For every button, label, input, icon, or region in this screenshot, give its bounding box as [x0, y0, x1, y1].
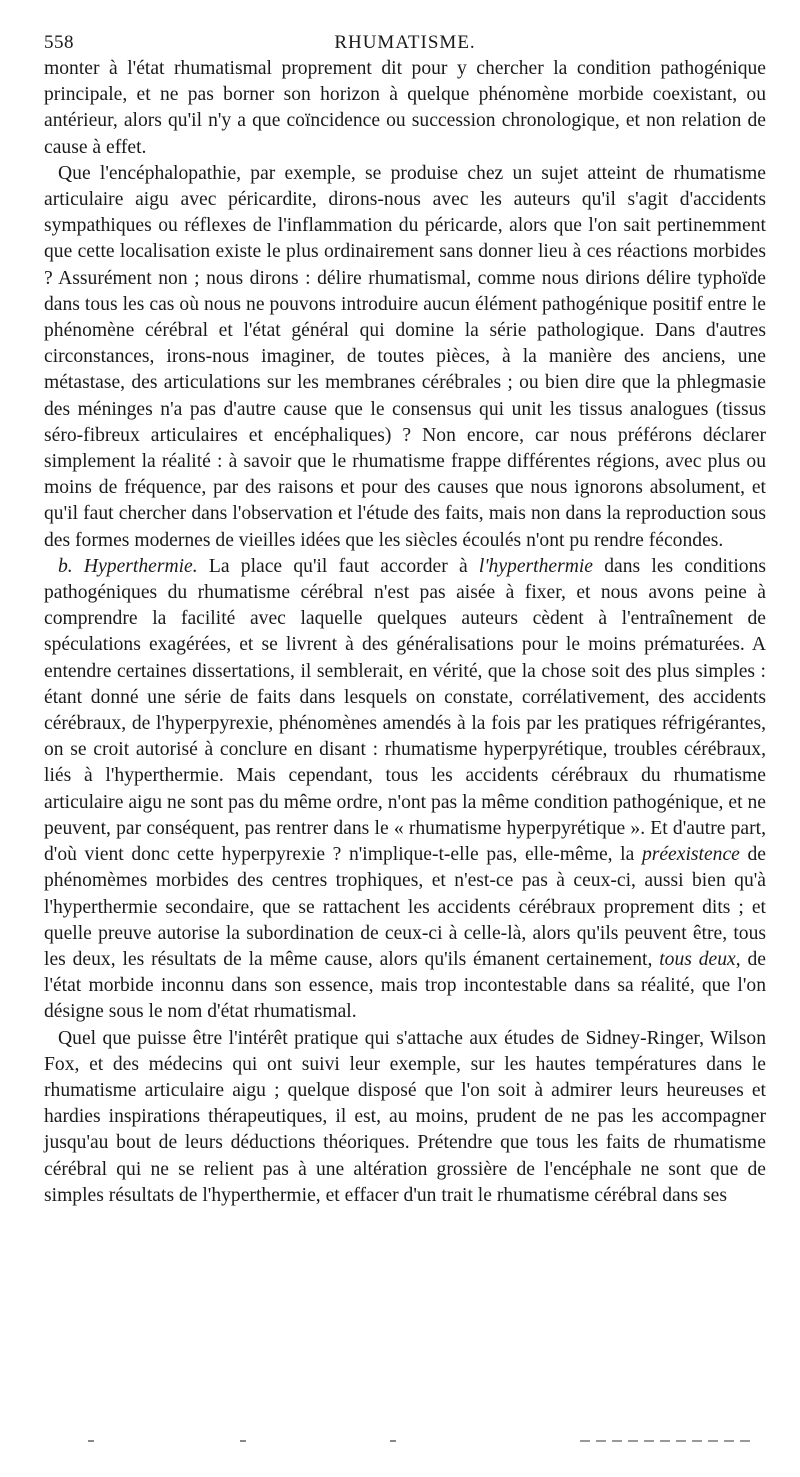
running-title: RHUMATISME.	[334, 32, 476, 53]
emphasis-term: tous deux	[659, 948, 736, 970]
print-mark	[240, 1440, 246, 1442]
paragraph-text: de phénomèmes morbides des centres trophiques, et n'est-ce pas à ceux-ci, aussi bien qu'à l'hyperthermie secondaire, que se rattachent les accidents cérébraux proprement dits ; et quelle preuve autorise la subordination de ceux-ci à celle-là, alors qu'ils peuvent être, tous les deux, les résultats de la même cause, alors qu'ils émanent certainement,	[44, 844, 766, 970]
print-mark	[88, 1440, 94, 1442]
paragraph-text: , de l'état morbide inconnu dans son essence, mais trop incontestable dans sa réalité, que l'on désigne sous le nom d'état rhumatismal.	[44, 948, 766, 1023]
print-mark	[580, 1440, 750, 1442]
emphasis-term: l'hyperthermie	[478, 555, 593, 577]
paragraph-text: La place qu'il faut accorder à	[197, 555, 479, 577]
body-text	[44, 56, 766, 1209]
page-number: 558	[44, 32, 74, 53]
emphasis-term: préexistence	[641, 844, 740, 866]
bottom-print-marks	[60, 1438, 750, 1444]
paragraph-text: dans les conditions pathogéniques du rhumatisme cérébral n'est pas aisée à fixer, et nous avons peine à comprendre la facilité avec laquelle quelques auteurs cèdent à l'entraînement de spéculations exagérées, et se livrent à des généralisations pour le moins prématurées. A entendre certaines dissertations, il semblerait, en vérité, que la chose soit des plus simples : étant donné une série de faits dans lesquels on constate, corrélativement, des accidents cérébraux, de l'hyperpyrexie, phénomènes amendés à la fois par les pratiques réfrigérantes, on se croit autorisé à conclure en disant : rhumatisme hyperpyrétique, troubles cérébraux, liés à l'hyperthermie. Mais cependant, tous les accidents cérébraux du rhumatisme articulaire aigu ne sont pas du même ordre, n'ont pas la même condition pathogénique, et ne peuvent, par conséquent, pas rentrer dans le « rhumatisme hyperpyrétique ». Et d'autre part, d'où vient donc cette hyperpyrexie ? n'implique-t-elle pas, elle-même, la	[44, 555, 767, 866]
book-page	[44, 30, 766, 1209]
section-label: b. Hyperthermie.	[58, 555, 198, 577]
paragraph-encephalopathie: Que l'encéphalopathie, par exemple, se produise chez un sujet atteint de rhumatisme articulaire aigu avec péricardite, dirons-nous avec les auteurs qu'il s'agit d'accidents sympathiques ou réflexes de l'inflammation du péricarde, alors que l'on sait pertinemment que cette localisation existe le plus ordinairement sans donner lieu à ces réactions morbides ? Assurément non ; nous dirons : délire rhumatismal, comme nous dirions délire typhoïde dans tous les cas où nous ne pouvons introduire aucun élément pathogénique positif entre le phénomène cérébral et l'état général qui domine la série pathologique. Dans d'autres circonstances, irons-nous imaginer, de toutes pièces, à la manière des anciens, une métastase, des articulations sur les membranes cérébrales ; ou bien dire que la phlegmasie des méninges n'a pas d'autre cause que le consensus qui unit les tissus analogues (tissus séro-fibreux articulaires et encéphaliques) ? Non encore, car nous préférons déclarer simplement la réalité : à savoir que le rhumatisme frappe différentes régions, avec plus ou moins de fréquence, par des raisons et pour des causes que nous ignorons absolument, et qu'il faut chercher dans l'observation et l'étude des faits, mais non dans la reproduction sous des formes modernes de vieilles idées que les siècles écoulés n'ont pu rendre fécondes.	[44, 162, 766, 551]
print-mark	[390, 1440, 396, 1442]
paragraph-hyperthermie	[44, 554, 766, 1026]
running-head	[44, 30, 766, 56]
paragraph-continuation: monter à l'état rhumatismal proprement dit pour y chercher la condition pathogénique principale, et ne pas borner son horizon à quelque phénomène morbide coexistant, ou antérieur, alors qu'il n'y a que coïncidence ou succession chronologique, et non relation de cause à effet.	[44, 58, 766, 158]
paragraph-sidney-ringer: Quel que puisse être l'intérêt pratique qui s'attache aux études de Sidney-Ringer, Wilson Fox, et des médecins qui ont suivi leur exemple, sur les hautes températures dans le rhumatisme articulaire aigu ; quelque disposé que l'on soit à admirer leurs heureuses et hardies inspirations thérapeutiques, il est, au moins, prudent de ne pas les accompagner jusqu'au bout de leurs déductions théoriques. Prétendre que tous les faits de rhumatisme cérébral qui ne se relient pas à une altération grossière de l'encéphale ne sont que de simples résultats de l'hyperthermie, et effacer d'un trait le rhumatisme cérébral dans ses	[44, 1027, 766, 1206]
